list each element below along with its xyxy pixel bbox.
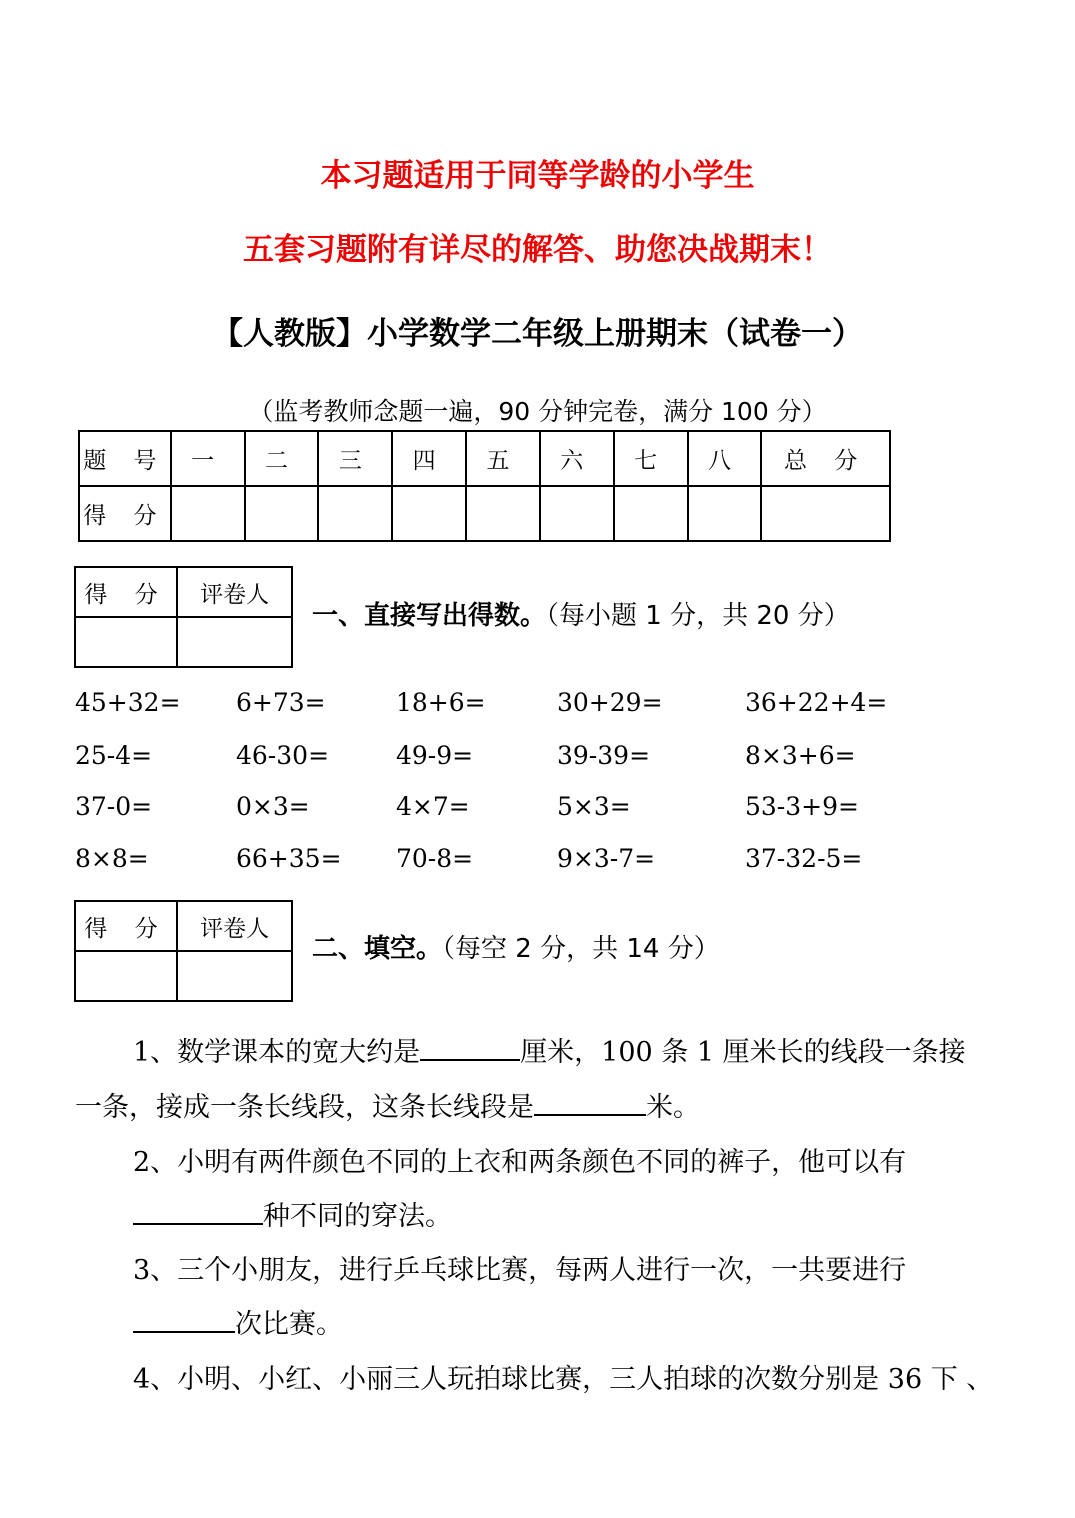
question-1-text: 一条，接成一条长线段，这条长线段是 <box>75 1092 534 1123</box>
score-cell-total[interactable] <box>761 486 890 541</box>
question-4-line-1 <box>133 1357 993 1396</box>
calc-item: 18+6= <box>396 688 486 717</box>
calc-item: 4×7= <box>396 792 470 821</box>
question-2-line-1 <box>133 1140 906 1179</box>
calc-item: 66+35= <box>236 844 342 873</box>
grader-score-cell[interactable] <box>75 951 177 1001</box>
score-table-header-row <box>79 431 890 486</box>
calc-item: 70-8= <box>396 844 474 873</box>
answer-blank[interactable] <box>133 1309 235 1333</box>
question-1-line-2 <box>75 1085 700 1124</box>
column-header: 一 <box>171 431 245 486</box>
score-cell[interactable] <box>245 486 319 541</box>
calc-item: 49-9= <box>396 741 474 770</box>
calc-item: 37-32-5= <box>745 844 863 873</box>
column-header: 七 <box>614 431 688 486</box>
grader-score-label: 得 分 <box>75 567 177 617</box>
promo-line-1: 本习题适用于同等学龄的小学生 <box>320 158 755 194</box>
calc-item: 46-30= <box>236 741 330 770</box>
question-4-text: 4、小明、小红、小丽三人玩拍球比赛，三人拍球的次数分别是 36 下 、 <box>133 1364 994 1395</box>
question-number-label: 题 号 <box>79 431 171 486</box>
question-3-line-1 <box>133 1248 906 1287</box>
score-cell[interactable] <box>540 486 614 541</box>
column-header: 三 <box>318 431 392 486</box>
calc-item: 30+29= <box>557 688 663 717</box>
calc-item: 9×3-7= <box>557 844 656 873</box>
calc-item: 8×3+6= <box>745 741 856 770</box>
score-cell[interactable] <box>318 486 392 541</box>
calc-item: 53-3+9= <box>745 792 859 821</box>
column-header: 八 <box>688 431 762 486</box>
column-header: 四 <box>392 431 466 486</box>
section2-note: （每空 2 分，共 14 分） <box>442 934 720 964</box>
question-1-text: 1、数学课本的宽大约是 <box>133 1037 421 1068</box>
section1-grader-box <box>74 566 293 668</box>
question-2-text: 2、小明有两件颜色不同的上衣和两条颜色不同的裤子，他可以有 <box>133 1147 907 1178</box>
calc-item: 45+32= <box>75 688 181 717</box>
question-1-text: 厘米，100 条 1 厘米长的线段一条接 <box>520 1037 966 1068</box>
grader-name-label: 评卷人 <box>177 901 292 951</box>
calc-item: 39-39= <box>557 741 651 770</box>
promo-line-2: 五套习题附有详尽的解答、助您决战期末！ <box>243 232 832 268</box>
question-1-text: 米。 <box>646 1092 700 1123</box>
score-cell[interactable] <box>171 486 245 541</box>
grader-score-cell[interactable] <box>75 617 177 667</box>
question-3-line-2 <box>133 1302 343 1341</box>
calc-item: 8×8= <box>75 844 149 873</box>
calc-item: 25-4= <box>75 741 153 770</box>
calc-item: 0×3= <box>236 792 310 821</box>
exam-instructions: （监考教师念题一遍，90 分钟完卷，满分 100 分） <box>248 397 827 426</box>
answer-blank[interactable] <box>420 1037 520 1061</box>
section2-heading <box>312 928 720 965</box>
section1-title: 一、直接写出得数。 <box>312 601 547 631</box>
calc-item: 37-0= <box>75 792 153 821</box>
score-table-score-row <box>79 486 890 541</box>
score-label: 得 分 <box>79 486 171 541</box>
question-3-text: 次比赛。 <box>235 1309 343 1340</box>
score-cell[interactable] <box>466 486 540 541</box>
grader-score-label: 得 分 <box>75 901 177 951</box>
column-header: 二 <box>245 431 319 486</box>
section1-note: （每小题 1 分，共 20 分） <box>546 601 850 631</box>
score-cell[interactable] <box>614 486 688 541</box>
page-title: 【人教版】小学数学二年级上册期末（试卷一） <box>212 316 863 352</box>
section2-title: 二、填空。 <box>312 934 443 964</box>
grader-name-cell[interactable] <box>177 617 292 667</box>
score-cell[interactable] <box>688 486 762 541</box>
question-3-text: 3、三个小朋友，进行乒乓球比赛，每两人进行一次，一共要进行 <box>133 1255 907 1286</box>
column-header: 五 <box>466 431 540 486</box>
section1-heading <box>312 595 850 632</box>
column-header-total: 总 分 <box>761 431 890 486</box>
column-header: 六 <box>540 431 614 486</box>
question-1-line-1 <box>133 1030 966 1069</box>
grader-name-label: 评卷人 <box>177 567 292 617</box>
calc-item: 6+73= <box>236 688 326 717</box>
calc-item: 36+22+4= <box>745 688 888 717</box>
question-2-text: 种不同的穿法。 <box>263 1201 452 1232</box>
section2-grader-box <box>74 900 293 1002</box>
score-cell[interactable] <box>392 486 466 541</box>
answer-blank[interactable] <box>133 1201 263 1225</box>
answer-blank[interactable] <box>534 1092 646 1116</box>
score-summary-table <box>78 430 891 542</box>
grader-name-cell[interactable] <box>177 951 292 1001</box>
calc-item: 5×3= <box>557 792 631 821</box>
question-2-line-2 <box>133 1194 452 1233</box>
